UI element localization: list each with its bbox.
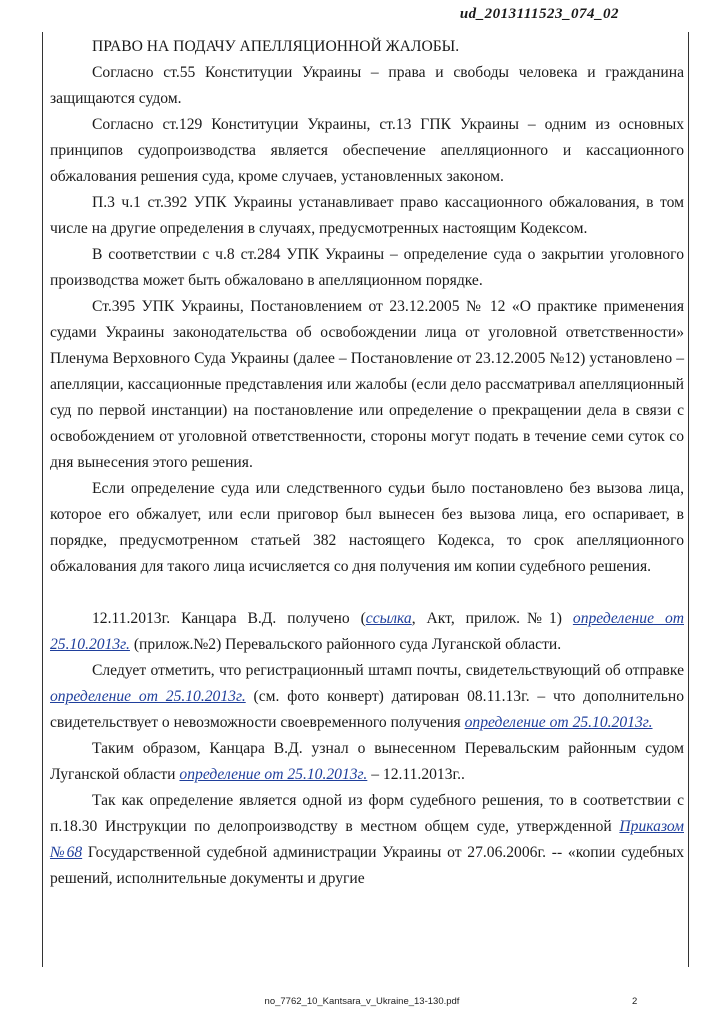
- paragraph-appeal-term: Если определение суда или следственного судьи было постановлено без вызова лица, которое его обжалует, или если приговор был вынесен без вызова лица, его оспаривает, в порядке, предусмотренном статьей 382 настоящего Кодекса, то срок апелляционного обжалования для такого лица исчисляется со дня получения им копии судебного решения.: [50, 480, 684, 575]
- document-body: [50, 34, 684, 892]
- text-segment: Так как определение является одной из форм судебного решения, то в соответствии с п.18.30 Инструкции по делопроизводству в местном общем суде, утвержденной: [50, 792, 684, 835]
- text-segment: , Акт, прилож.№1): [411, 610, 573, 627]
- footer-filename: no_7762_10_Kantsara_v_Ukraine_13-130.pdf: [264, 996, 460, 1007]
- text-segment: 12.11.2013г. Канцара В.Д. получено (: [92, 610, 366, 627]
- right-margin-line: [688, 32, 689, 967]
- link-order-68[interactable]: Приказом №68: [50, 818, 684, 861]
- text-segment: Таким образом, Канцара В.Д. узнал о вынесенном Перевальским районным судом Луганской области: [50, 740, 684, 783]
- paragraph-upk-art284: В соответствии с ч.8 ст.284 УПК Украины – определение суда о закрытии уголовного производства может быть обжаловано в апелляционном порядке.: [50, 246, 684, 289]
- paragraph-constitution-art129: Согласно ст.129 Конституции Украины, ст.13 ГПК Украины – одним из основных принципов судопроизводства является обеспечение апелляционного и кассационного обжалования решения суда, кроме случаев, установленных законом.: [50, 116, 684, 185]
- document-id: ud_2013111523_074_02: [459, 6, 619, 22]
- text-segment: – 12.11.2013г..: [367, 766, 465, 783]
- link-ruling[interactable]: определение от 25.10.2013г.: [50, 610, 685, 653]
- link-ruling[interactable]: определение от 25.10.2013г.: [179, 766, 368, 783]
- text-segment: Следует отметить, что регистрационный штамп почты, свидетельствующий об отправке: [92, 662, 684, 679]
- paragraph-receipt: [50, 606, 684, 658]
- paragraph-postmark: [50, 658, 684, 736]
- paragraph-upk-art395: Ст.395 УПК Украины, Постановлением от 23.12.2005 № 12 «О практике применения судами Украины законодательства об освобождении лица от уголовной ответственности» Пленума Верховного Суда Украины (далее – Постановление от 23.12.2005 №12) установлено – апелляции, кассационные представления или жалобы (если дело рассматривал апелляционный суд по первой инстанции) на постановление или определение о прекращении дела в связи с освобождением от уголовной ответственности, стороны могут подать в течение семи суток со дня вынесения этого решения.: [50, 298, 684, 471]
- paragraph-constitution-art55: Согласно ст.55 Конституции Украины – права и свободы человека и гражданина защищаются судом.: [50, 64, 684, 107]
- text-segment: Государственной судебной администрации Украины от 27.06.2006г. -- «копии судебных решений, исполнительные документы и другие: [50, 844, 685, 887]
- paragraph-upk-art392: П.3 ч.1 ст.392 УПК Украины устанавливает право кассационного обжалования, в том числе на другие определения в случаях, предусмотренных настоящим Кодексом.: [50, 194, 684, 237]
- text-segment: (прилож.№2) Перевальского районного суда Луганской области.: [129, 636, 562, 653]
- section-heading: ПРАВО НА ПОДАЧУ АПЕЛЛЯЦИОННОЙ ЖАЛОБЫ.: [92, 38, 460, 55]
- text-segment: (см. фото конверт) датирован 08.11.13г. – что дополнительно свидетельствует о невозможности своевременного получения: [50, 688, 684, 731]
- paragraph-conclusion: [50, 736, 684, 788]
- page-number: 2: [632, 996, 638, 1007]
- left-margin-line: [42, 32, 43, 967]
- link-ruling[interactable]: определение от 25.10.2013г.: [50, 688, 246, 705]
- link-reference[interactable]: ссылка: [365, 610, 412, 627]
- link-ruling[interactable]: определение от 25.10.2013г.: [464, 714, 653, 731]
- paragraph-instruction: [50, 788, 684, 892]
